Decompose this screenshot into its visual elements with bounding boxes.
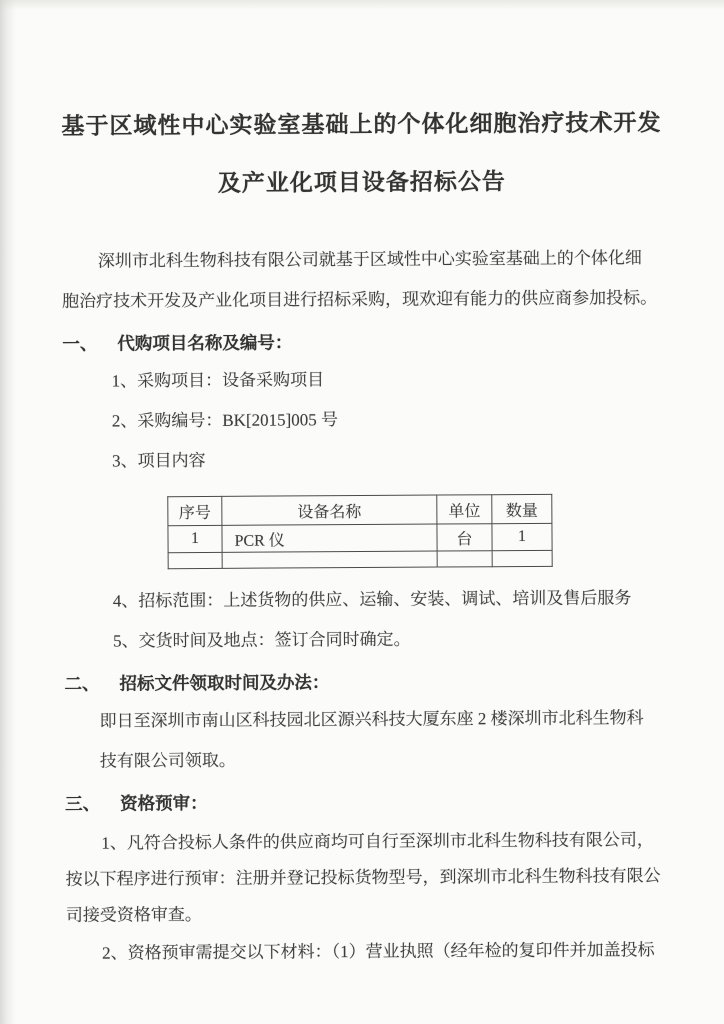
cell-unit: 台 bbox=[437, 524, 492, 551]
section-1-item-4: 4、招标范围：上述货物的供应、运输、安装、调试、培训及售后服务 bbox=[112, 588, 632, 611]
section-3-paragraph-2 bbox=[66, 932, 667, 972]
intro-paragraph bbox=[62, 238, 663, 322]
title-line-2: 及产业化项目设备招标公告 bbox=[217, 169, 506, 196]
section-3-title: 资格预审： bbox=[120, 792, 208, 814]
section-3-paragraph-1 bbox=[65, 822, 667, 934]
cell-quantity-empty bbox=[492, 550, 552, 566]
section-1-heading bbox=[62, 322, 663, 362]
cell-unit-empty bbox=[437, 551, 492, 567]
intro-line-1: 深圳市北科生物科技有限公司就基于区域性中心实验室基础上的个体化细 bbox=[97, 248, 642, 271]
section-2-title: 招标文件领取时间及办法： bbox=[119, 672, 330, 694]
section-2-body-line-2: 技有限公司领取。 bbox=[99, 750, 236, 771]
column-header-device-name: 设备名称 bbox=[222, 495, 437, 525]
section-3-p1-line-3: 司接受资格审查。 bbox=[65, 904, 202, 925]
column-header-quantity: 数量 bbox=[492, 494, 552, 523]
section-1-item-1: 1、采购项目：设备采购项目 bbox=[111, 370, 325, 391]
section-1-title: 代购项目名称及编号： bbox=[117, 332, 293, 354]
column-header-unit: 单位 bbox=[437, 495, 492, 524]
document-content bbox=[61, 106, 667, 972]
section-1-item-3: 3、项目内容 bbox=[111, 450, 206, 471]
section-3-heading bbox=[65, 782, 666, 822]
section-2-body bbox=[100, 698, 666, 781]
equipment-table-row-empty bbox=[168, 550, 552, 568]
equipment-table bbox=[167, 494, 552, 569]
section-3-p1-line-2: 按以下程序进行预审：注册并登记投标货物型号，到深圳市北科生物科技有限公 bbox=[65, 866, 661, 889]
scan-edge-left-shadow bbox=[0, 0, 16, 1024]
cell-index: 1 bbox=[168, 525, 222, 552]
section-2-body-line-1: 即日至深圳市南山区科技园北区源兴科技大厦东座 2 楼深圳市北科生物科 bbox=[99, 708, 644, 731]
column-header-index: 序号 bbox=[168, 496, 222, 525]
section-2-number: 二、 bbox=[64, 673, 100, 694]
section-3-p1-line-1: 1、凡符合投标人条件的供应商均可自行至深圳市北科生物科技有限公司， bbox=[101, 830, 654, 853]
section-1-item-2: 2、采购编号：BK[2015]005 号 bbox=[111, 410, 339, 431]
equipment-table-header-row bbox=[168, 494, 552, 525]
cell-index-empty bbox=[168, 552, 222, 568]
cell-device-name: PCR 仪 bbox=[222, 524, 437, 552]
cell-device-name-empty bbox=[222, 551, 437, 568]
equipment-table-row-1 bbox=[168, 523, 552, 552]
title-line-1: 基于区域性中心实验室基础上的个体化细胞治疗技术开发 bbox=[61, 110, 662, 139]
document-title bbox=[61, 106, 663, 202]
section-1-item-5: 5、交货时间及地点：签订合同时确定。 bbox=[113, 629, 411, 651]
cell-quantity: 1 bbox=[492, 523, 552, 550]
section-3-number: 三、 bbox=[65, 793, 101, 814]
intro-line-2: 胞治疗技术开发及产业化项目进行招标采购，现欢迎有能力的供应商参加投标。 bbox=[62, 288, 658, 311]
section-1-number: 一、 bbox=[62, 333, 98, 354]
scan-edge-top-shadow bbox=[0, 0, 724, 10]
section-2-heading bbox=[64, 662, 665, 702]
section-3-p2-line-1: 2、资格预审需提交以下材料：（1）营业执照（经年检的复印件并加盖投标 bbox=[101, 940, 655, 963]
